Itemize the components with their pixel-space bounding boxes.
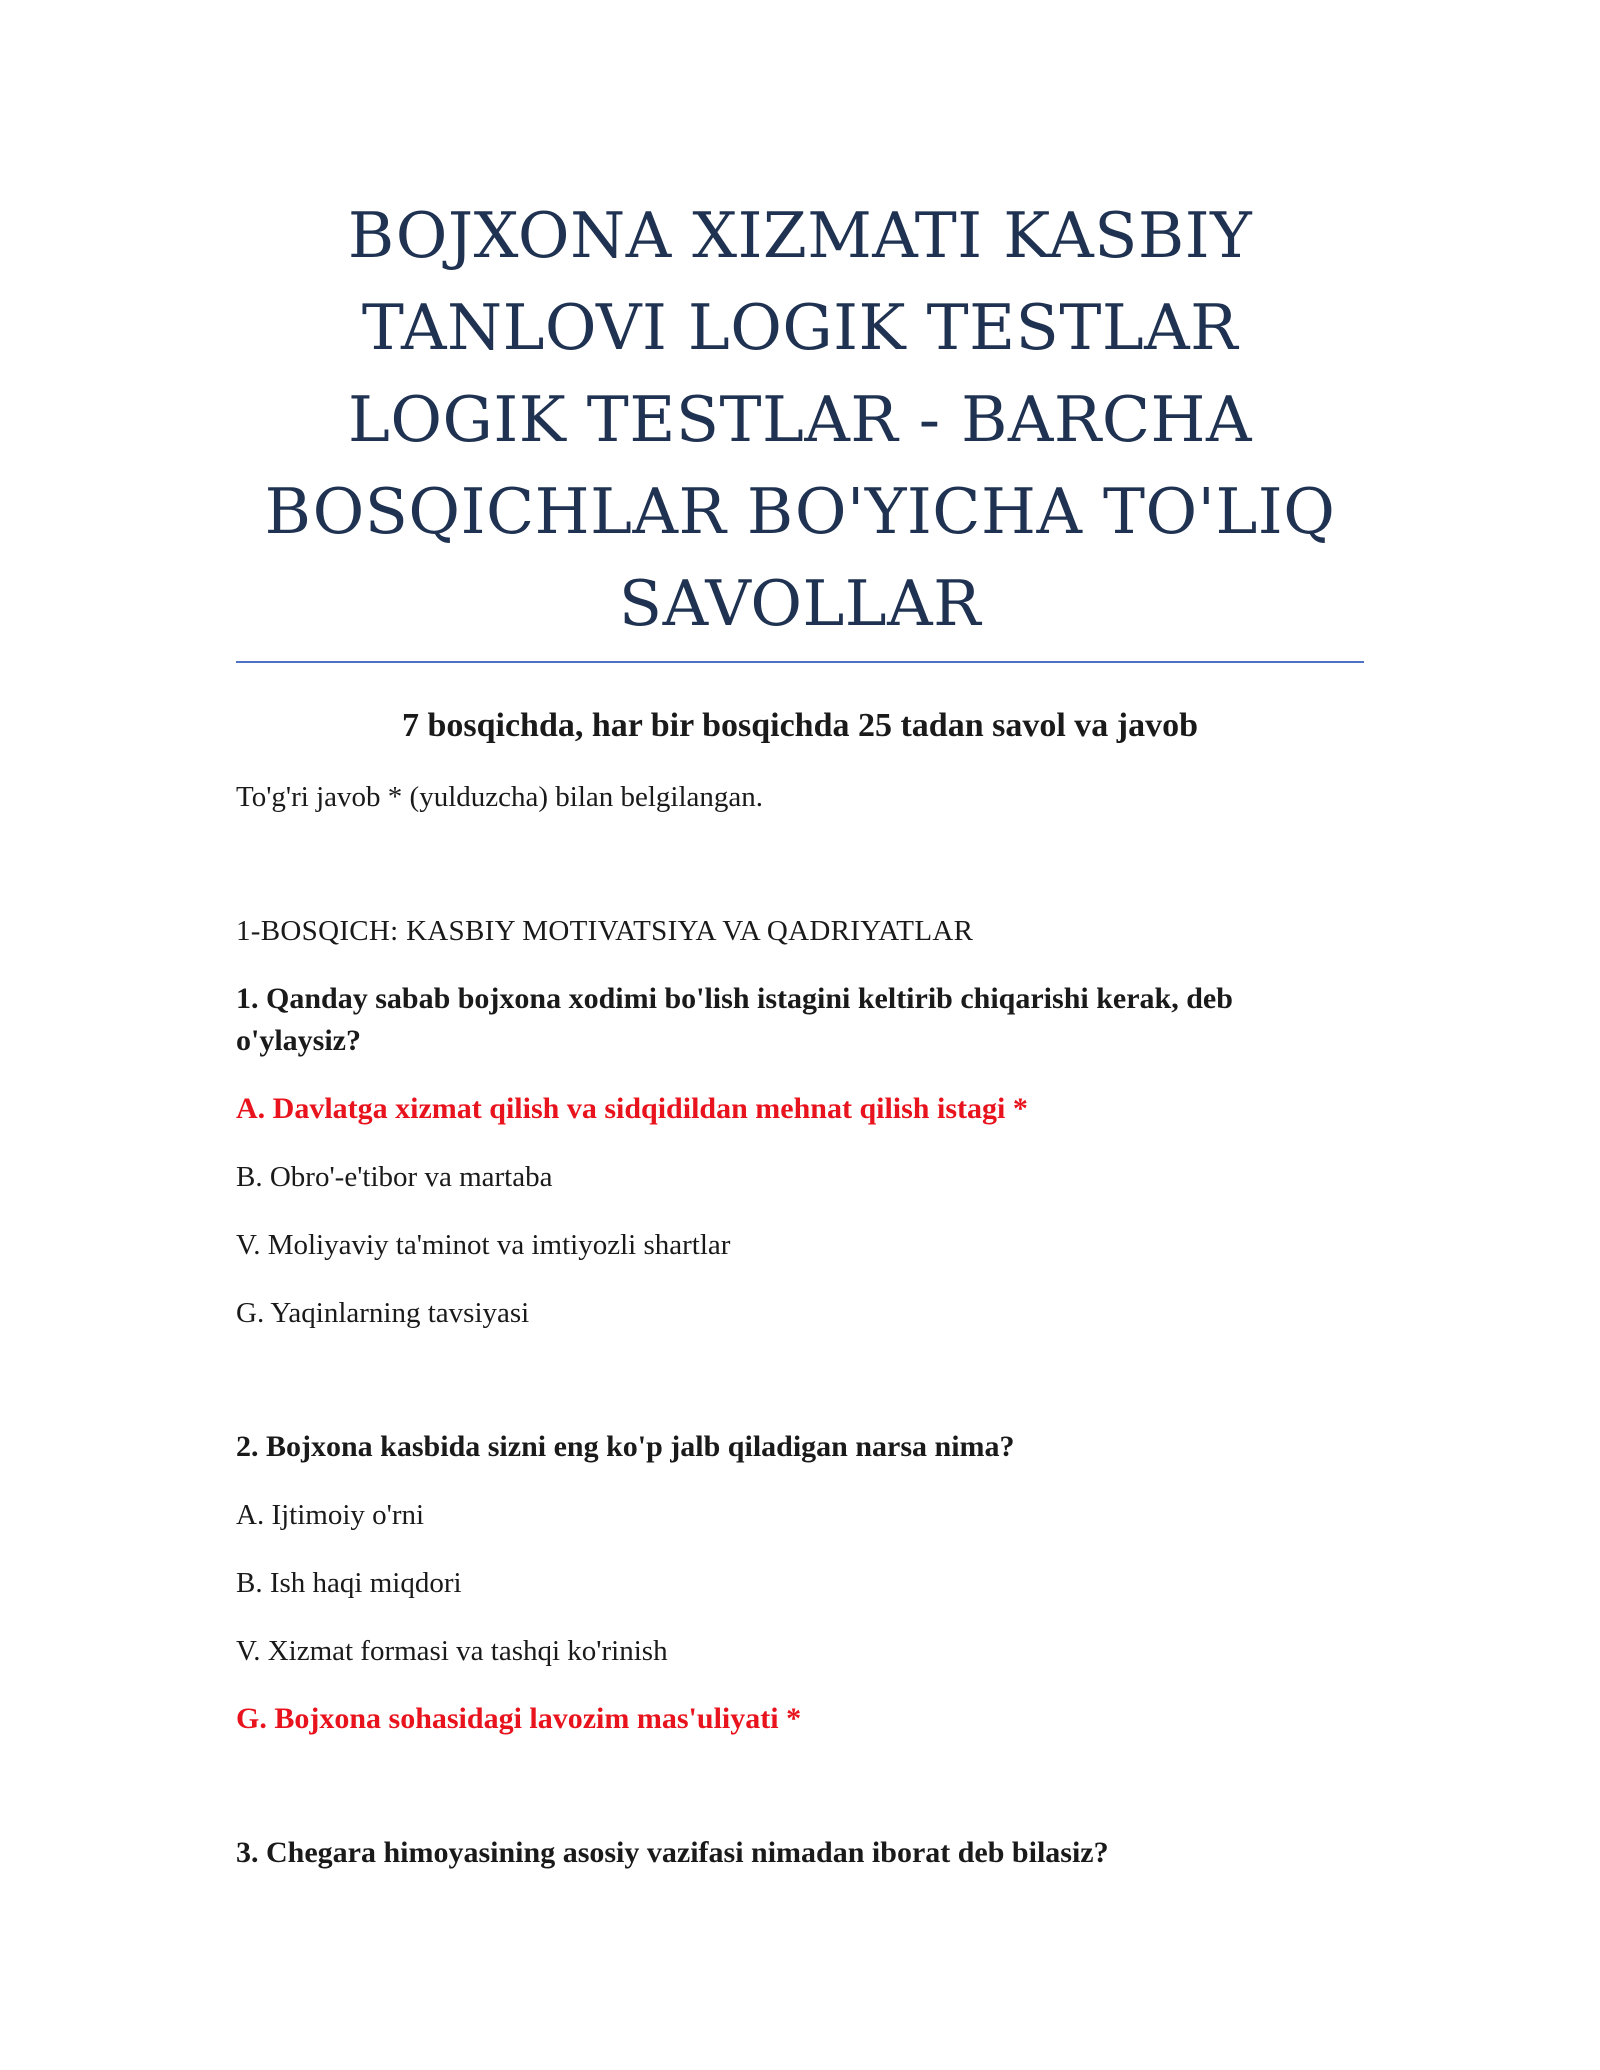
section-heading: 1-BOSQICH: KASBIY MOTIVATSIYA VA QADRIYATLAR — [236, 915, 974, 947]
title-line: SAVOLLAR — [618, 567, 982, 640]
question-1-option-a: A. Davlatga xizmat qilish va sidqidildan mehnat qilish istagi * — [236, 1092, 1028, 1125]
question-1-line-2: o'ylaysiz? — [236, 1024, 361, 1057]
question-1-option-v: V. Moliyaviy ta'minot va imtiyozli shartlar — [236, 1229, 731, 1261]
document-subtitle: 7 bosqichda, har bir bosqichda 25 tadan savol va javob — [401, 707, 1199, 744]
document-title — [236, 190, 1364, 650]
title-line: TANLOVI LOGIK TESTLAR — [361, 291, 1239, 364]
question-1-option-b: B. Obro'-e'tibor va martaba — [236, 1161, 553, 1193]
title-line: BOSQICHLAR BO'YICHA TO'LIQ — [264, 475, 1336, 548]
title-divider — [236, 661, 1364, 663]
question-1-option-g: G. Yaqinlarning tavsiyasi — [236, 1297, 530, 1329]
answer-key-note: To'g'ri javob * (yulduzcha) bilan belgilangan. — [236, 781, 764, 813]
question-2-option-g: G. Bojxona sohasidagi lavozim mas'uliyati * — [236, 1702, 802, 1735]
question-1-line-1: 1. Qanday sabab bojxona xodimi bo'lish istagini keltirib chiqarishi kerak, deb — [236, 982, 1233, 1015]
question-2-option-v: V. Xizmat formasi va tashqi ko'rinish — [236, 1635, 668, 1667]
title-line: BOJXONA XIZMATI KASBIY — [347, 199, 1253, 272]
question-2: 2. Bojxona kasbida sizni eng ko'p jalb qiladigan narsa nima? — [236, 1430, 1015, 1463]
question-3: 3. Chegara himoyasining asosiy vazifasi nimadan iborat deb bilasiz? — [236, 1836, 1109, 1869]
question-2-option-b: B. Ish haqi miqdori — [236, 1567, 462, 1599]
title-line: LOGIK TESTLAR - BARCHA — [348, 383, 1252, 456]
question-1 — [236, 978, 1364, 1062]
question-2-option-a: A. Ijtimoiy o'rni — [236, 1499, 425, 1531]
